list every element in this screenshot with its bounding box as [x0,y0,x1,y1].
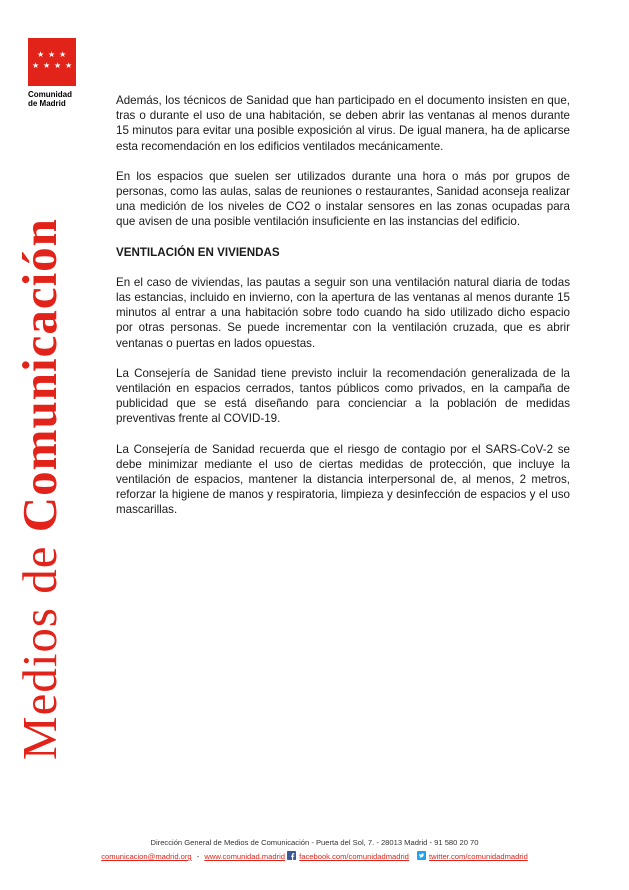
website-link[interactable]: www.comunidad.madrid [204,852,286,861]
section-heading: VENTILACIÓN EN VIVIENDAS [116,245,280,259]
paragraph-1: Además, los técnicos de Sanidad que han participado en el documento insisten en que, tras o durante el uso de una habitación, se deben abrir las ventanas al menos durante 15 minutos para evitar una posible exposición al virus. De igual manera, ha de aplicarse esta recomendación en los edificios ventilados mecánicamente. [116,94,570,153]
vertical-title-part2: Comunicación [12,218,67,533]
star-icon: ★ [43,61,51,70]
star-icon: ★ [54,61,62,70]
star-icon: ★ [37,50,45,59]
vertical-section-title [14,218,66,760]
logo-name [28,90,78,108]
comunidad-madrid-logo [28,38,78,108]
star-icon: ★ [65,61,73,70]
facebook-link[interactable]: facebook.com/comunidadmadrid [299,852,409,861]
star-icon: ★ [48,50,56,59]
page-footer [0,837,629,863]
madrid-flag [28,38,76,86]
document-body [116,93,570,533]
logo-name-line2: de Madrid [28,99,66,108]
footer-links [0,851,629,863]
logo-name-line1: Comunidad [28,90,72,99]
paragraph-4: La Consejería de Sanidad tiene previsto incluir la recomendación generalizada de la ventilación en espacios cerrados, tantos públicos como privados, en la campaña de publicidad que se está diseñando para concienciar a la población de medidas preventivas frente al COVID-19. [116,366,570,426]
paragraph-2: En los espacios que suelen ser utilizados durante una hora o más por grupos de personas, como las aulas, salas de reuniones o restaurantes, Sanidad aconseja realizar una medición de los niveles de CO2 o instalar sensores en las zonas ocupadas para que avisen de una posible ventilación insuficiente en las instancias del edificio. [116,169,570,229]
star-icon: ★ [59,50,67,59]
paragraph-5: La Consejería de Sanidad recuerda que el riesgo de contagio por el SARS-CoV-2 se debe minimizar mediante el uso de ciertas medidas de protección, que incluye la ventilación de espacios, mantener la distancia interpersonal de, al menos, 2 metros, reforzar la higiene de manos y respiratoria, limpieza y desinfección de espacios y el uso mascarillas. [116,442,570,517]
vertical-title-part1: Medios de [12,532,67,760]
facebook-icon [287,851,296,860]
footer-address: Dirección General de Medios de Comunicación - Puerta del Sol, 7. - 28013 Madrid - 91 580 20 70 [150,838,479,847]
twitter-icon [417,851,426,860]
twitter-link[interactable]: twitter.com/comunidadmadrid [429,852,528,861]
star-icon: ★ [32,61,40,70]
paragraph-3: En el caso de viviendas, las pautas a seguir son una ventilación natural diaria de todas las estancias, incluido en invierno, con la apertura de las ventanas al menos durante 15 minutos al entrar a una habitación sobre todo cuando ha sido utilizado dicho espacio por otras personas. Se puede incrementar con la ventilación cruzada, que es abrir ventanas o puertas en lados opuestas. [116,275,570,350]
email-link[interactable]: comunicacion@madrid.org [101,852,192,861]
footer-separator: - [196,852,200,861]
